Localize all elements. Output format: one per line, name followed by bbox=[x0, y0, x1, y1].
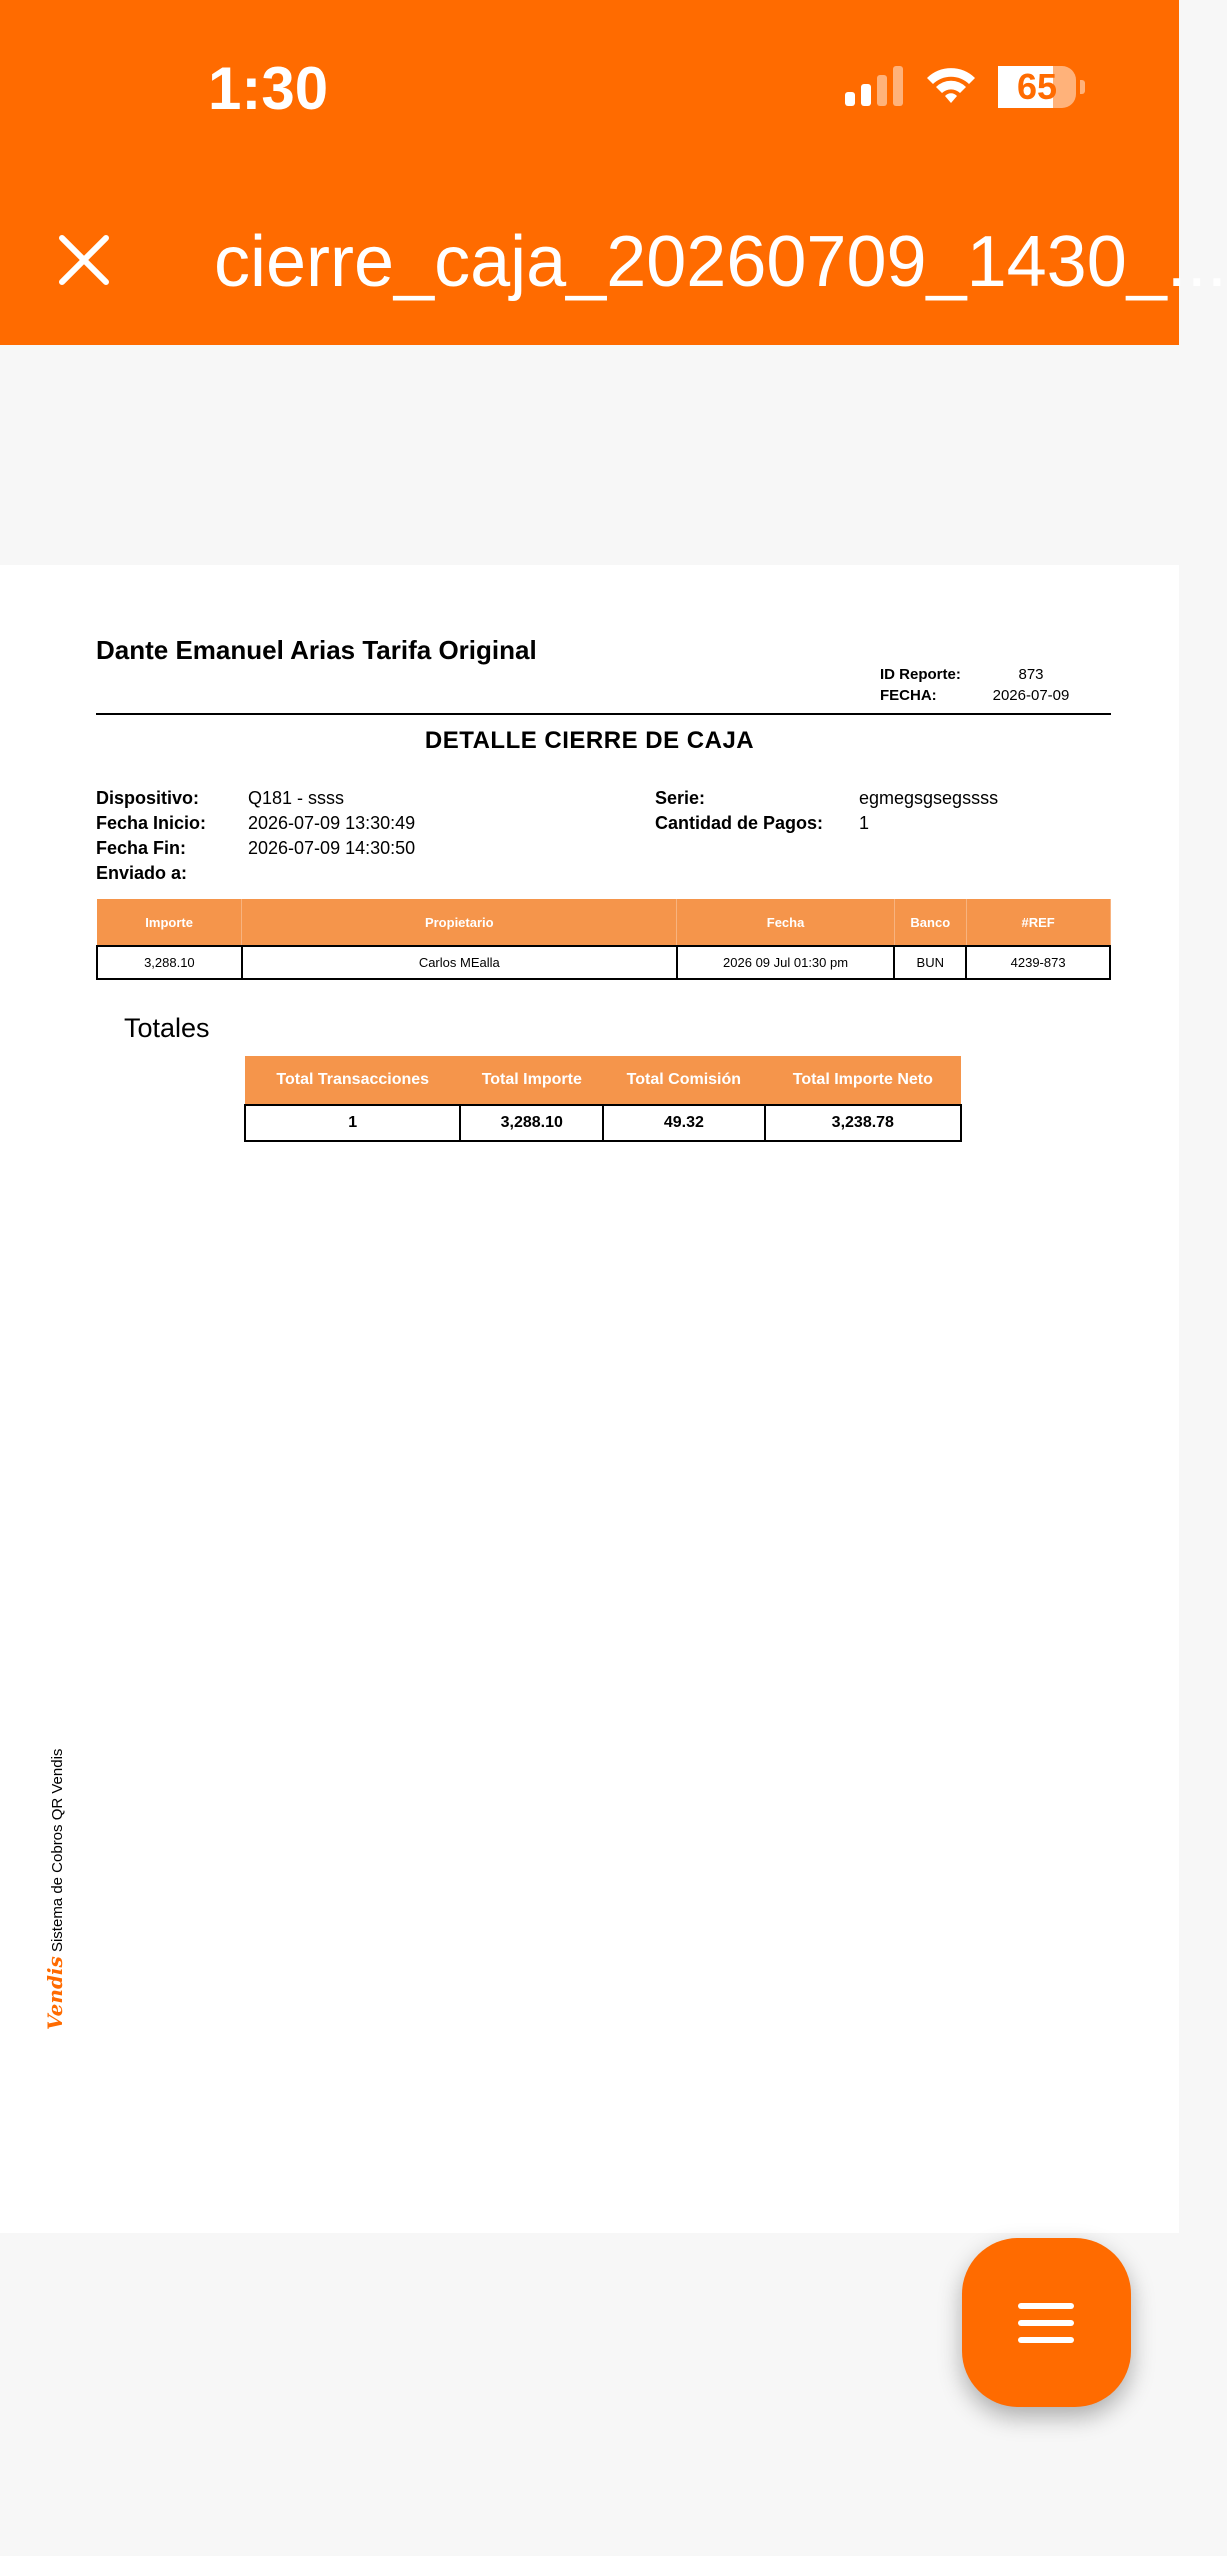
app-header bbox=[0, 0, 1227, 345]
payments-table bbox=[96, 899, 1111, 980]
table-header-row bbox=[97, 899, 1110, 946]
info-label: Fecha Inicio: bbox=[96, 813, 207, 833]
table-row bbox=[97, 946, 1110, 979]
table-cell: BUN bbox=[894, 946, 966, 979]
file-name: cierre_caja_20260709_1430_... bbox=[214, 222, 1227, 302]
table-cell: 3,288.10 bbox=[97, 946, 242, 979]
menu-icon bbox=[1018, 2303, 1074, 2343]
meta-row bbox=[880, 664, 1086, 685]
battery-level: 65 bbox=[1016, 66, 1058, 107]
signal-icon bbox=[845, 66, 905, 106]
info-value: 2026-07-09 13:30:49 bbox=[248, 813, 416, 833]
column-header: Total Importe Neto bbox=[765, 1056, 961, 1105]
brand-logo: Vendis bbox=[43, 1956, 67, 2030]
company-name: Dante Emanuel Arias Tarifa Original bbox=[96, 635, 537, 665]
info-row bbox=[655, 811, 998, 836]
info-label: Cantidad de Pagos: bbox=[655, 813, 824, 833]
column-header: Total Comisión bbox=[603, 1056, 765, 1105]
totals-table bbox=[244, 1056, 962, 1142]
table-cell: 1 bbox=[245, 1105, 460, 1141]
column-header: Total Transacciones bbox=[245, 1056, 460, 1105]
info-value: 2026-07-09 14:30:50 bbox=[248, 838, 416, 858]
status-time: 1:30 bbox=[208, 55, 329, 122]
totals-title: Totales bbox=[124, 1013, 210, 1043]
pdf-page bbox=[0, 565, 1179, 2233]
table-header-row bbox=[245, 1056, 961, 1105]
column-header: Propietario bbox=[242, 899, 677, 946]
table-cell: 49.32 bbox=[603, 1105, 765, 1141]
info-value: 1 bbox=[859, 813, 870, 833]
report-meta bbox=[880, 664, 1086, 706]
right-info bbox=[655, 786, 998, 836]
info-row bbox=[96, 861, 415, 886]
side-brand bbox=[40, 1730, 70, 2030]
meta-row bbox=[880, 685, 1086, 706]
brand-caption: Sistema de Cobros QR Vendis bbox=[49, 1748, 66, 1953]
info-row bbox=[96, 836, 415, 861]
column-header: #REF bbox=[966, 899, 1110, 946]
table-cell: 3,288.10 bbox=[460, 1105, 603, 1141]
meta-value: 2026-07-09 bbox=[992, 687, 1070, 704]
left-info bbox=[96, 786, 415, 886]
divider bbox=[96, 713, 1111, 715]
column-header: Total Importe bbox=[460, 1056, 603, 1105]
report-title: DETALLE CIERRE DE CAJA bbox=[424, 727, 755, 754]
info-row bbox=[96, 786, 415, 811]
table-row bbox=[245, 1105, 961, 1141]
menu-button[interactable] bbox=[962, 2238, 1131, 2407]
info-label: Serie: bbox=[655, 788, 706, 808]
meta-label: FECHA: bbox=[880, 687, 937, 704]
info-value: egmegsgsegssss bbox=[859, 788, 999, 808]
info-label: Enviado a: bbox=[96, 863, 188, 883]
table-cell: 3,238.78 bbox=[765, 1105, 961, 1141]
meta-label: ID Reporte: bbox=[880, 666, 961, 683]
info-label: Fecha Fin: bbox=[96, 838, 187, 858]
side-brand-text bbox=[40, 1749, 70, 2030]
battery-nub bbox=[1080, 80, 1085, 94]
table-cell: Carlos MEalla bbox=[242, 946, 677, 979]
table-cell: 4239-873 bbox=[966, 946, 1110, 979]
column-header: Fecha bbox=[677, 899, 895, 946]
info-label: Dispositivo: bbox=[96, 788, 200, 808]
column-header: Banco bbox=[894, 899, 966, 946]
info-row bbox=[96, 811, 415, 836]
close-icon[interactable] bbox=[58, 234, 110, 286]
column-header: Importe bbox=[97, 899, 242, 946]
wifi-icon bbox=[925, 66, 977, 106]
battery-icon bbox=[998, 66, 1076, 108]
meta-value: 873 bbox=[1018, 666, 1044, 683]
table-cell: 2026 09 Jul 01:30 pm bbox=[677, 946, 895, 979]
info-row bbox=[655, 786, 998, 811]
info-value: Q181 - ssss bbox=[248, 788, 345, 808]
